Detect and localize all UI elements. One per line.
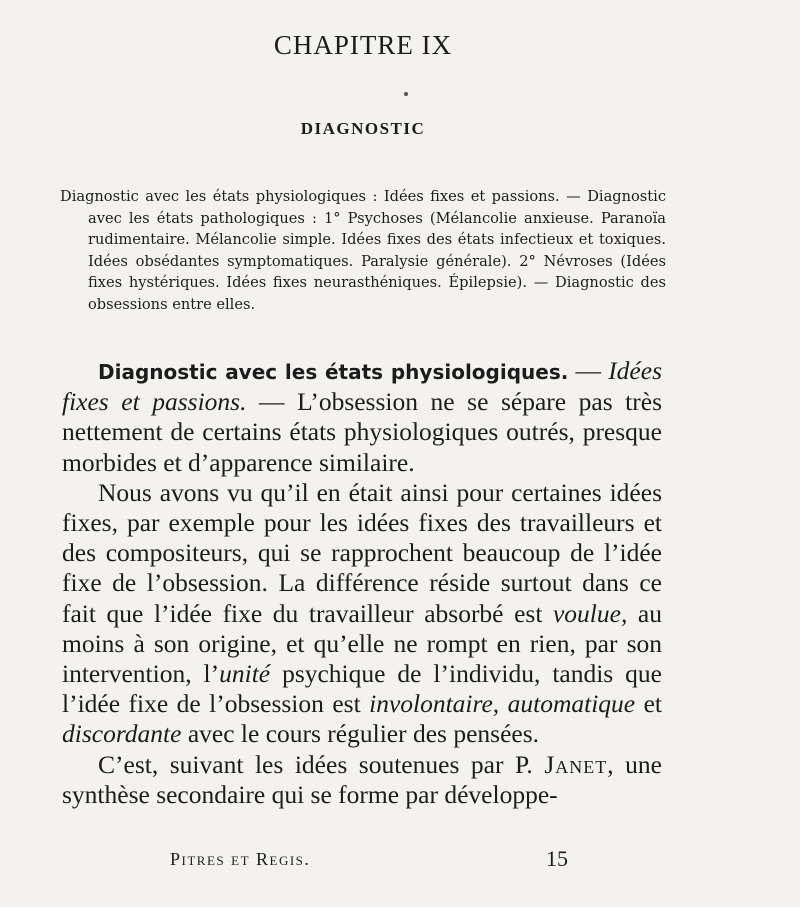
italic-phrase: involontaire, automatique <box>369 689 636 719</box>
chapter-title: CHAPITRE IX <box>273 30 453 60</box>
paragraph-text: , une synthèse secondaire qui se forme par développe- <box>62 749 662 809</box>
paragraph-text: — L’obsession ne se sépare pas très nettement de certains états physiologiques outrés, presque morbides et d’apparence similaire. <box>62 387 663 477</box>
page-number: 15 <box>546 846 568 871</box>
paragraph-text: Nous avons vu qu’il en était ainsi pour certaines idées fixes, par exemple pour les idées fixes des travailleurs et des compositeurs, qui se rapprochent beaucoup de l’idée fixe de l’obsession. La différence réside surtout dans ce fait que l’idée fixe du travailleur absorbé est <box>62 477 662 628</box>
chapter-summary: Diagnostic avec les états physiologiques : Idées fixes et passions. — Diagnostic avec les états pathologiques : 1° Psychoses (Mélancolie anxieuse. Paranoïa rudimentaire. Mélancolie simple. Idées fixes des états infectieux et toxiques. Idées obsédantes symptomatiques. Paralysie générale). 2° Névroses (Idées fixes hystériques. Idées fixes neurasthéniques. Épilepsie). — Diagnostic des obsessions entre elles. <box>60 188 666 313</box>
italic-phrase: unité <box>219 659 271 689</box>
paragraph-3 <box>62 750 662 810</box>
paragraph-lead: Diagnostic avec les états physiologiques. <box>98 360 569 384</box>
paragraph-text: au moins à son origine, et qu’elle ne rompt en rien, par son intervention, l’ <box>62 598 662 689</box>
paragraph-text: C’est, suivant les idées soutenues par P. <box>98 749 545 779</box>
paragraph-text: avec le cours régulier des pensées. <box>181 719 540 749</box>
paragraph-text: et <box>635 689 662 719</box>
author-name: Janet <box>544 749 608 779</box>
section-title: DIAGNOSTIC <box>300 119 426 138</box>
dash: — <box>568 356 609 385</box>
paragraph-text: psychique de l’individu, tandis que l’idée fixe de l’obsession est <box>62 659 662 719</box>
italic-phrase: voulue, <box>552 598 628 628</box>
paragraph-1 <box>62 356 662 478</box>
running-footer-authors: Pitres et Regis. <box>170 849 311 869</box>
ink-speck <box>404 92 408 96</box>
italic-phrase: Idées fixes et passions. <box>62 356 662 417</box>
body-text <box>62 356 662 810</box>
italic-phrase: discordante <box>62 719 182 749</box>
paragraph-2 <box>62 478 662 750</box>
